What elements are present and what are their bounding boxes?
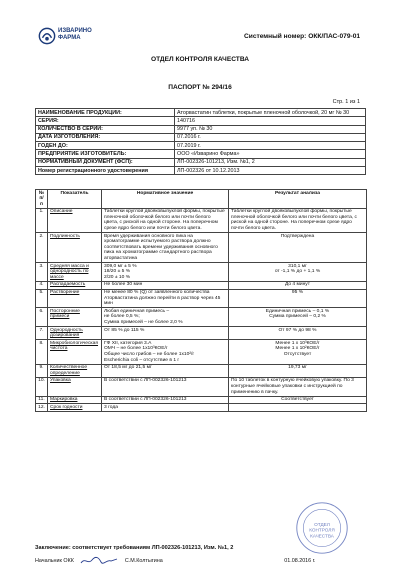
cell-number: 11.	[36, 396, 48, 404]
table-row	[36, 377, 367, 396]
cell-indicator: Однородность дозирования	[48, 327, 102, 340]
info-label: НОРМАТИВНЫЙ ДОКУМЕНТ (ФСП):	[36, 158, 175, 166]
cell-indicator: Маркировка	[48, 396, 102, 404]
svg-text:КОНТРОЛЯ: КОНТРОЛЯ	[309, 527, 335, 533]
cell-indicator: Растворение	[48, 289, 102, 308]
table-row	[36, 327, 367, 340]
cell-norm: 3 года	[102, 404, 229, 412]
conclusion: Заключение: соответствует требованиям ЛП-002326-101213, Изм. №1, 2	[35, 545, 234, 551]
quality-control-stamp	[294, 500, 350, 556]
cell-result: 95 %	[229, 289, 367, 308]
cell-norm: В соответствии с ЛП-002326-101213	[102, 377, 229, 396]
cell-result: До 4 минут	[229, 281, 367, 289]
info-label: НАИМЕНОВАНИЕ ПРОДУКЦИИ:	[36, 109, 175, 117]
table-row	[36, 289, 367, 308]
cell-indicator: Срок годности	[48, 404, 102, 412]
info-label: ПРЕДПРИЯТИЕ ИЗГОТОВИТЕЛЬ:	[36, 150, 175, 158]
cell-norm: Таблетки круглой двояковыпуклой формы, покрытые пленочной оболочкой белого или почти белого цвета, с риской на одной стороне. На поперечном срезе ядро белого или почти белого цвета.	[102, 208, 229, 232]
cell-norm: Не менее 80 % (Q) от заявленного количества Аторвастатина должно перейти в раствор через 45 мин	[102, 289, 229, 308]
table-row	[36, 263, 367, 282]
cell-number: 2.	[36, 233, 48, 263]
info-label: СЕРИЯ:	[36, 117, 175, 125]
product-info-table	[35, 108, 366, 175]
cell-norm: Время удерживания основного пика на хроматограмме испытуемого раствора должно соответствовать времени удерживания основного пика на хроматограмме стандартного раствора аторвастатина	[102, 233, 229, 263]
table-row	[36, 281, 367, 289]
cell-indicator: Упаковка	[48, 377, 102, 396]
table-row	[36, 396, 367, 404]
cell-number: 1.	[36, 208, 48, 232]
logo-text-line1: ИЗВАРИНО	[58, 28, 92, 34]
cell-number: 6.	[36, 308, 48, 327]
cell-result: 310,1 мг от -1,1 % до + 1,1 %	[229, 263, 367, 282]
page-counter: Стр. 1 из 1	[332, 99, 360, 105]
system-number: Системный номер: ОКК/ПАС-079-01	[244, 33, 361, 40]
col-header-result: Результат анализа	[229, 190, 367, 209]
cell-number: 12.	[36, 404, 48, 412]
cell-result: Подтверждена	[229, 233, 367, 263]
info-label: Номер регистрационного удостоверения	[36, 167, 175, 175]
col-header-number: № п/п	[36, 190, 48, 209]
info-value: 9977 уп. № 30	[175, 125, 366, 133]
cell-result	[229, 404, 367, 412]
cell-result: По 10 таблеток в контурную ячейковую упаковку. По 3 контурные ячейковые упаковки с инструкцией по применению в пачку.	[229, 377, 367, 396]
cell-number: 9.	[36, 364, 48, 377]
info-label: ГОДЕН ДО:	[36, 142, 175, 150]
cell-result: Соответствует	[229, 396, 367, 404]
info-value: ЛП-002326 от 10.12.2013	[175, 167, 366, 175]
signature-line	[35, 556, 316, 566]
table-header-row	[36, 190, 367, 209]
cell-result: От 97 % до 98 %	[229, 327, 367, 340]
cell-number: 4.	[36, 281, 48, 289]
signer-position: Начальник ОКК	[35, 558, 74, 565]
cell-result: Менее 1 x 10³КОЕ/г Менее 1 x 10²КОЕ/г Отсутствует	[229, 340, 367, 364]
cell-number: 7.	[36, 327, 48, 340]
info-row	[36, 109, 366, 117]
cell-norm: 309,0 мг ± 5 % 18/20 ± 5 % 2/20 ± 10 %	[102, 263, 229, 282]
col-header-norm: Нормативное значение	[102, 190, 229, 209]
table-row	[36, 404, 367, 412]
cell-result: Единичная примесь – 0,1 % Сумма примесей – 0,2 %	[229, 308, 367, 327]
cell-result: 19,73 мг	[229, 364, 367, 377]
cell-norm: От 85 % до 115 %	[102, 327, 229, 340]
table-row	[36, 364, 367, 377]
cell-indicator: Количественное определение	[48, 364, 102, 377]
info-row	[36, 142, 366, 150]
logo-mark-icon	[38, 27, 56, 45]
table-row	[36, 340, 367, 364]
info-value: 07.2016 г.	[175, 133, 366, 141]
info-value: ООО «Изварино Фарма»	[175, 150, 366, 158]
col-header-indicator: Показатель	[48, 190, 102, 209]
signature-date: 01.08.2016 г.	[284, 558, 316, 565]
info-value: 07.2019 г.	[175, 142, 366, 150]
info-value: Аторвастатин таблетки, покрытые пленочной оболочкой, 20 мг № 30	[175, 109, 366, 117]
info-label: ДАТА ИЗГОТОВЛЕНИЯ:	[36, 133, 175, 141]
info-value: 140716	[175, 117, 366, 125]
info-row	[36, 150, 366, 158]
cell-norm: Не более 30 мин	[102, 281, 229, 289]
info-row	[36, 133, 366, 141]
cell-number: 10.	[36, 377, 48, 396]
logo-text-line2: ФАРМА	[58, 35, 81, 41]
info-row	[36, 117, 366, 125]
cell-norm: ГФ XII, категория 3.А ОМЧ – не более 1x10³КОЕ/г Общее число грибов – не более 1x10²/г Escherichia coli – отсутствие в 1 г	[102, 340, 229, 364]
cell-norm: Любая единичная примесь – не более 0,5 %; Сумма примесей – не более 2,0 %	[102, 308, 229, 327]
info-row	[36, 158, 366, 166]
svg-text:ОТДЕЛ: ОТДЕЛ	[314, 522, 330, 528]
cell-number: 8.	[36, 340, 48, 364]
cell-norm: В соответствии с ЛП-002326-101213	[102, 396, 229, 404]
table-row	[36, 308, 367, 327]
info-row	[36, 167, 366, 175]
quality-indicators-table	[35, 189, 367, 412]
cell-indicator: Микробиологическая чистота	[48, 340, 102, 364]
cell-indicator: Распадаемость	[48, 281, 102, 289]
signer-name: С.М.Колтыгина	[124, 558, 163, 565]
info-value: ЛП-002326-101213, Изм. №1, 2	[175, 158, 366, 166]
cell-number: 5.	[36, 289, 48, 308]
handwritten-signature	[79, 556, 119, 566]
department-title: ОТДЕЛ КОНТРОЛЯ КАЧЕСТВА	[150, 56, 250, 63]
cell-number: 3.	[36, 263, 48, 282]
cell-indicator: Посторонние примеси	[48, 308, 102, 327]
info-label: КОЛИЧЕСТВО В СЕРИИ:	[36, 125, 175, 133]
cell-norm: От 18,5 мг до 21,5 мг	[102, 364, 229, 377]
cell-indicator: Описание	[48, 208, 102, 232]
cell-result: Таблетки круглой двояковыпуклой формы, покрытые пленочной оболочкой белого или почти белого цвета, с риской на одной стороне. На поперечном срезе ядро почти белого цвета.	[229, 208, 367, 232]
cell-indicator: Средняя масса и однородность по массе	[48, 263, 102, 282]
passport-title: ПАСПОРТ № 294/16	[168, 84, 232, 91]
logo-text	[58, 28, 92, 42]
table-row	[36, 233, 367, 263]
table-row	[36, 208, 367, 232]
info-row	[36, 125, 366, 133]
company-logo	[38, 26, 98, 48]
cell-indicator: Подлинность	[48, 233, 102, 263]
svg-text:КАЧЕСТВА: КАЧЕСТВА	[310, 533, 334, 539]
